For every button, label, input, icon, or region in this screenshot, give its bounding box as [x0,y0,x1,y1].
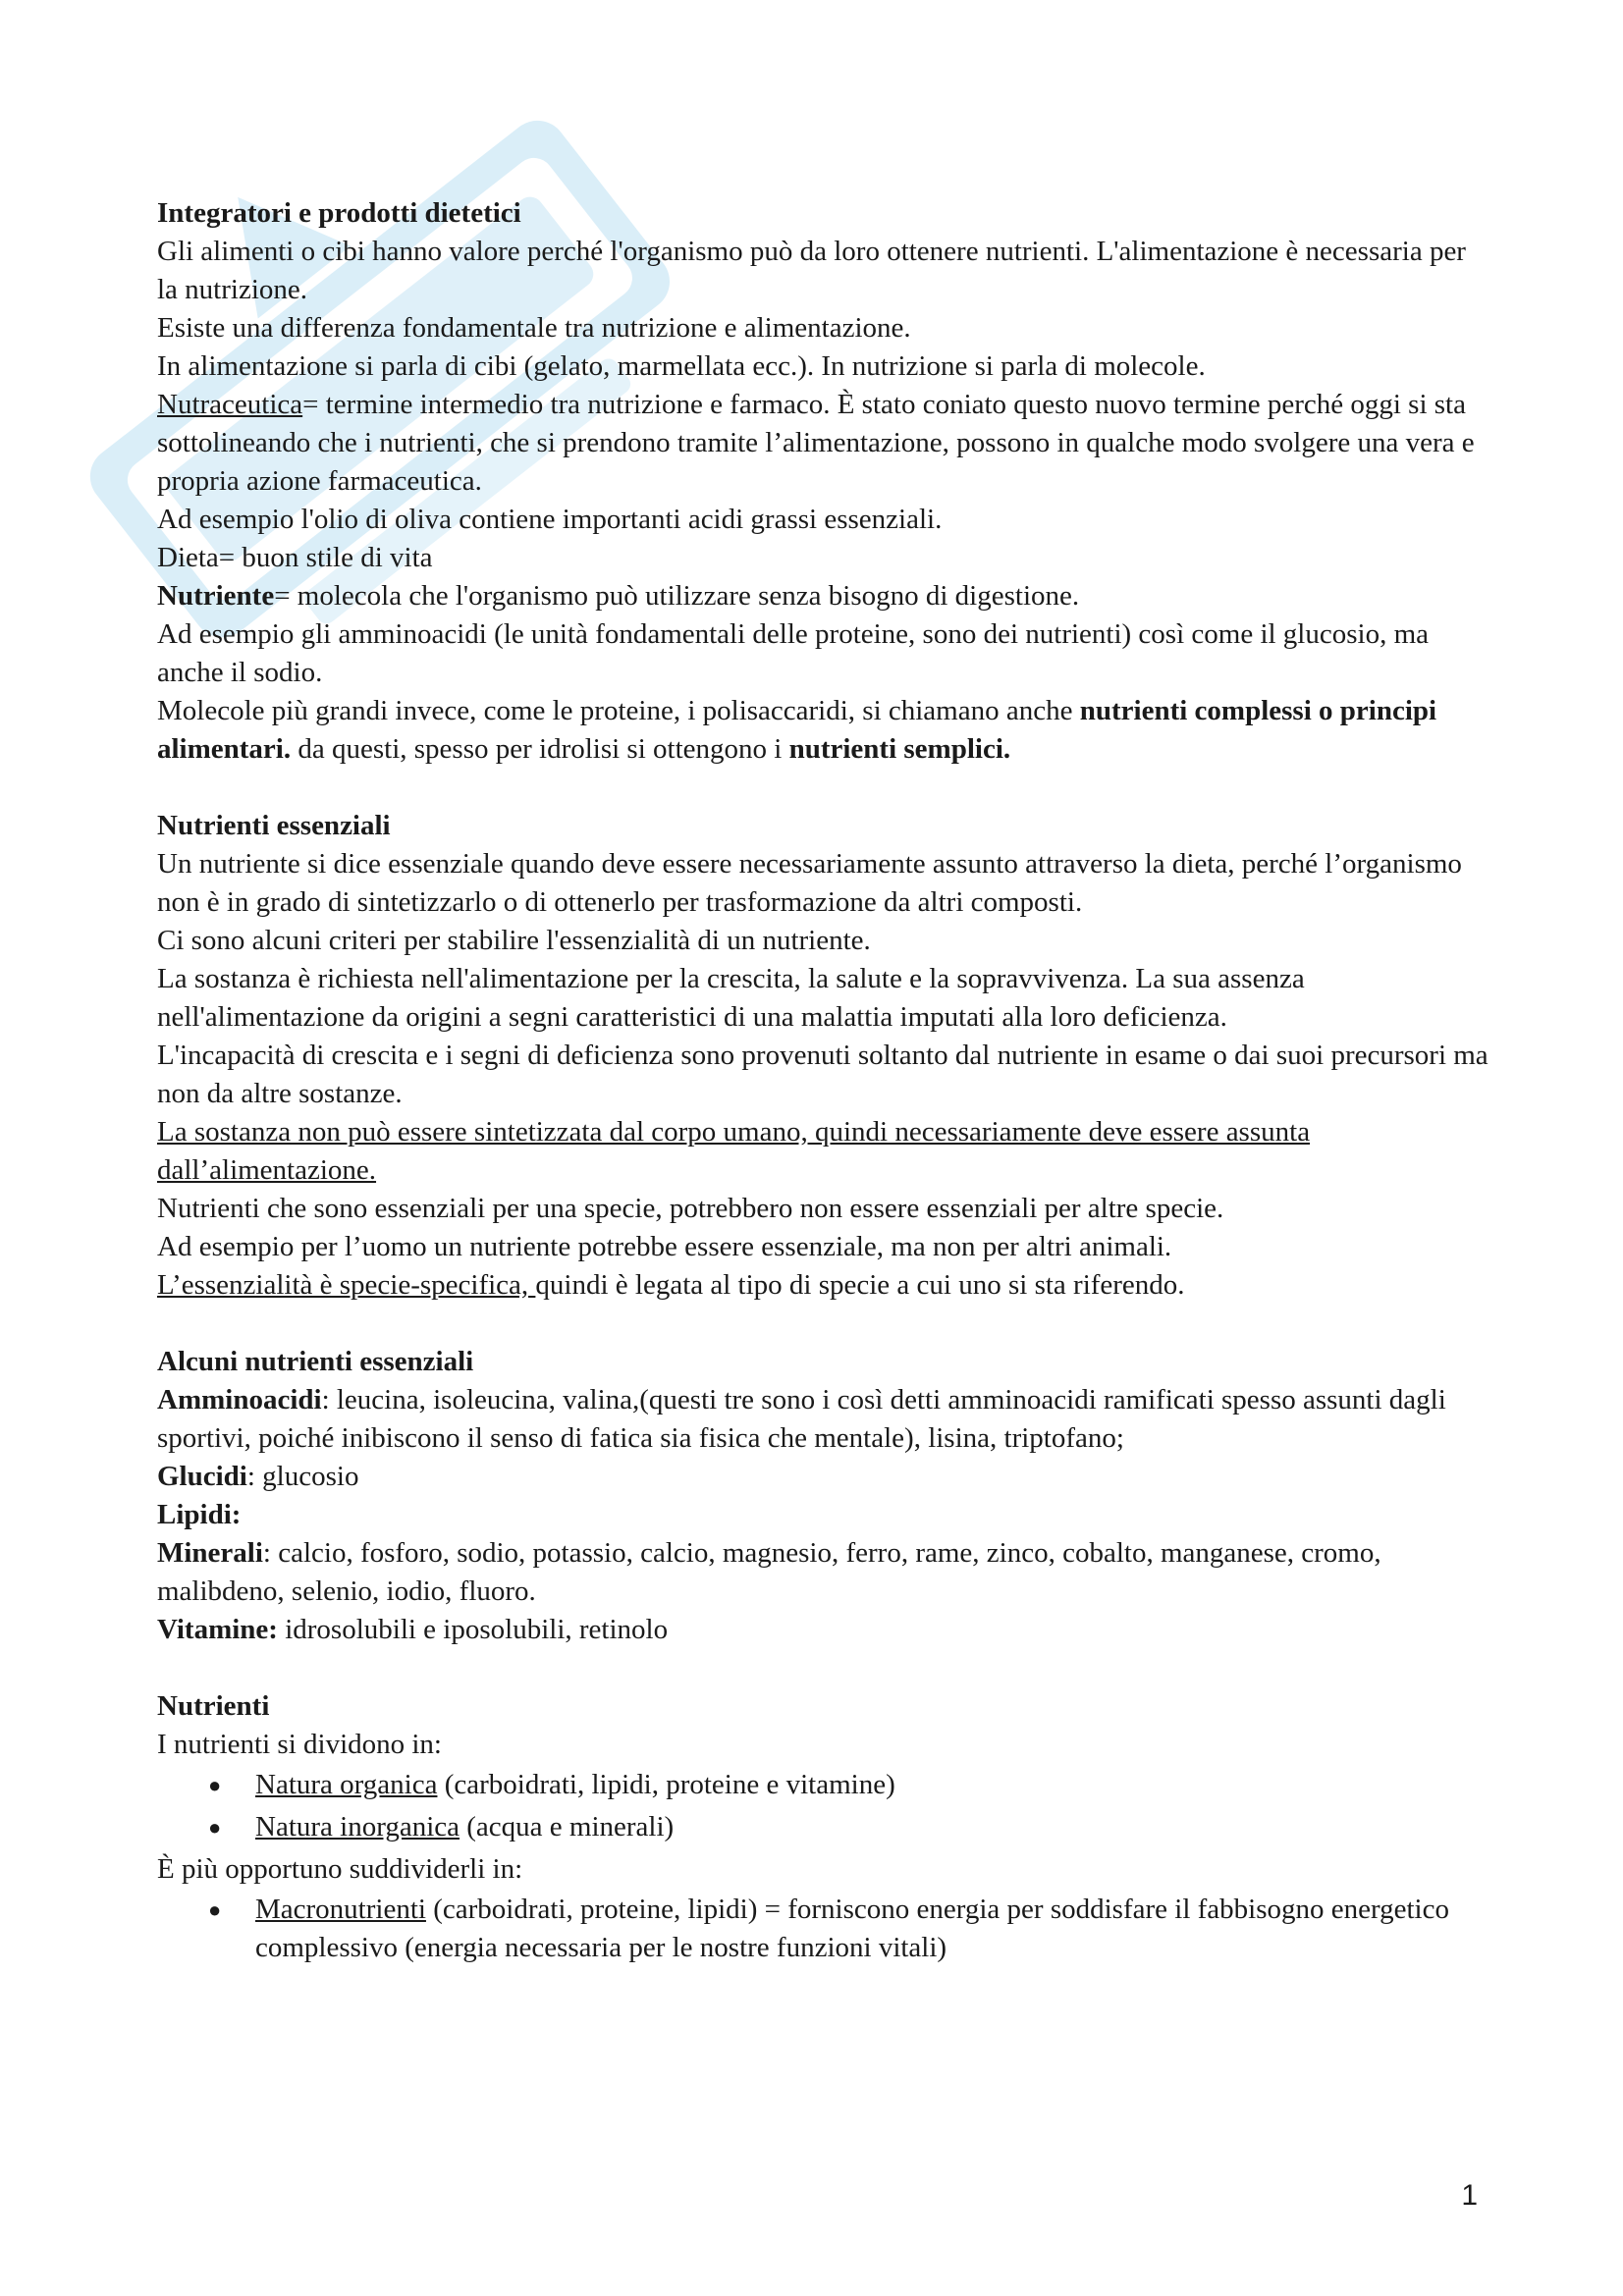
glucidi-text: : glucosio [246,1461,359,1492]
list-item [157,1891,1492,1967]
list-item [157,1808,1492,1846]
list-item-term: Natura organica [255,1769,438,1800]
essenziali-p8 [157,1266,1492,1305]
page-content [157,194,1492,1971]
essenziali-heading: Nutrienti essenziali [157,810,391,841]
nutriente-term: Nutriente [157,580,275,612]
glucidi-line [157,1458,1492,1496]
molecole-paragraph [157,692,1492,769]
list-item-text: (acqua e minerali) [460,1811,675,1842]
section-nutrienti [157,1687,1492,1967]
list-item-text: (carboidrati, lipidi, proteine e vitamine) [437,1769,895,1800]
molecole-bold1: nutrienti complessi o principi alimentari. [157,695,1437,765]
olio-paragraph: Ad esempio l'olio di oliva contiene importanti acidi grassi essenziali. [157,504,943,535]
section-alcuni [157,1343,1492,1649]
molecole-part1: Molecole più grandi invece, come le proteine, i polisaccaridi, si chiamano anche [157,695,1080,726]
opportuno-paragraph: È più opportuno suddividerli in: [157,1853,523,1885]
essenziali-p5: La sostanza non può essere sintetizzata dal corpo umano, quindi necessariamente deve essere assunta dall’alimentazione. [157,1116,1311,1186]
essenziali-p3: La sostanza è richiesta nell'alimentazione per la crescita, la salute e la sopravvivenza. La sua assenza nell'alimentazione da origini a segni caratteristici di una malattia imputati alla loro deficienza. [157,963,1305,1033]
list-item [157,1766,1492,1804]
alcuni-heading: Alcuni nutrienti essenziali [157,1346,474,1377]
bullet-icon: ● [208,1897,222,1922]
nutrienti-list [157,1766,1492,1846]
minerali-line [157,1534,1492,1611]
essenziali-p2: Ci sono alcuni criteri per stabilire l'essenzialità di un nutriente. [157,925,871,956]
minerali-text: : calcio, fosforo, sodio, potassio, calcio, magnesio, ferro, rame, zinco, cobalto, manganese, cromo, malibdeno, selenio, iodio, fluoro. [157,1537,1381,1607]
intro-p3: In alimentazione si parla di cibi (gelato, marmellata ecc.). In nutrizione si parla di molecole. [157,350,1206,382]
nutraceutica-text: = termine intermedio tra nutrizione e farmaco. È stato coniato questo nuovo termine perché oggi si sta sottolineando che i nutrienti, che si prendono tramite l’alimentazione, possono in qualche modo svolgere una vera e propria azione farmaceutica. [157,389,1475,497]
essenziali-p8-rest: quindi è legata al tipo di specie a cui uno si sta riferendo. [535,1269,1185,1301]
nutrienti-heading: Nutrienti [157,1690,270,1722]
vitamine-line [157,1611,1492,1649]
essenziali-p7: Ad esempio per l’uomo un nutriente potrebbe essere essenziale, ma non per altri animali. [157,1231,1172,1262]
section-essenziali [157,807,1492,1305]
minerali-label: Minerali [157,1537,263,1569]
bullet-icon: ● [208,1773,222,1797]
molecole-part2: da questi, spesso per idrolisi si ottengono i [291,733,789,765]
glucidi-label: Glucidi [157,1461,247,1492]
vitamine-text: idrosolubili e iposolubili, retinolo [277,1614,669,1645]
essenziali-p4: L'incapacità di crescita e i segni di deficienza sono provenuti soltanto dal nutriente in esame o dai suoi precursori ma non da altre sostanze. [157,1040,1488,1109]
essenziali-p6: Nutrienti che sono essenziali per una specie, potrebbero non essere essenziali per altre specie. [157,1193,1224,1224]
amminoacidi-text: : leucina, isoleucina, valina,(questi tre sono i così detti amminoacidi ramificati spesso assunti dagli sportivi, poiché inibiscono il senso di fatica sia fisica che mentale), lisina, triptofano; [157,1384,1446,1454]
nutriente-paragraph [157,577,1492,615]
page-number: 1 [1461,2179,1478,2212]
lipidi-line [157,1496,1492,1534]
vitamine-label: Vitamine: [157,1614,278,1645]
doc-title: Integratori e prodotti dietetici [157,197,521,229]
amminoacidi-esempio: Ad esempio gli amminoacidi (le unità fondamentali delle proteine, sono dei nutrienti) così come il glucosio, ma anche il sodio. [157,618,1430,688]
macronutrienti-list [157,1891,1492,1967]
amminoacidi-line [157,1381,1492,1458]
nutriente-text: = molecola che l'organismo può utilizzare senza bisogno di digestione. [274,580,1080,612]
intro-p2: Esiste una differenza fondamentale tra nutrizione e alimentazione. [157,312,911,344]
essenziali-p8-underlined: L’essenzialità è specie-specifica, [157,1269,536,1301]
molecole-bold2: nutrienti semplici. [788,733,1011,765]
bullet-icon: ● [208,1815,222,1840]
nutraceutica-term: Nutraceutica [157,389,303,420]
list-item-term: Natura inorganica [255,1811,460,1842]
lipidi-label: Lipidi: [157,1499,242,1530]
dieta-paragraph: Dieta= buon stile di vita [157,542,433,573]
nutraceutica-paragraph [157,386,1492,501]
list-item-term: Macronutrienti [255,1894,426,1925]
nutrienti-intro: I nutrienti si dividono in: [157,1729,442,1760]
intro-p1: Gli alimenti o cibi hanno valore perché l'organismo può da loro ottenere nutrienti. L'alimentazione è necessaria per la nutrizione. [157,236,1466,305]
essenziali-p1: Un nutriente si dice essenziale quando deve essere necessariamente assunto attraverso la dieta, perché l’organismo non è in grado di sintetizzarlo o di ottenerlo per trasformazione da altri composti. [157,848,1462,918]
list-item-text: (carboidrati, proteine, lipidi) = forniscono energia per soddisfare il fabbisogno energetico complessivo (energia necessaria per le nostre funzioni vitali) [255,1894,1449,1963]
amminoacidi-label: Amminoacidi [157,1384,322,1415]
